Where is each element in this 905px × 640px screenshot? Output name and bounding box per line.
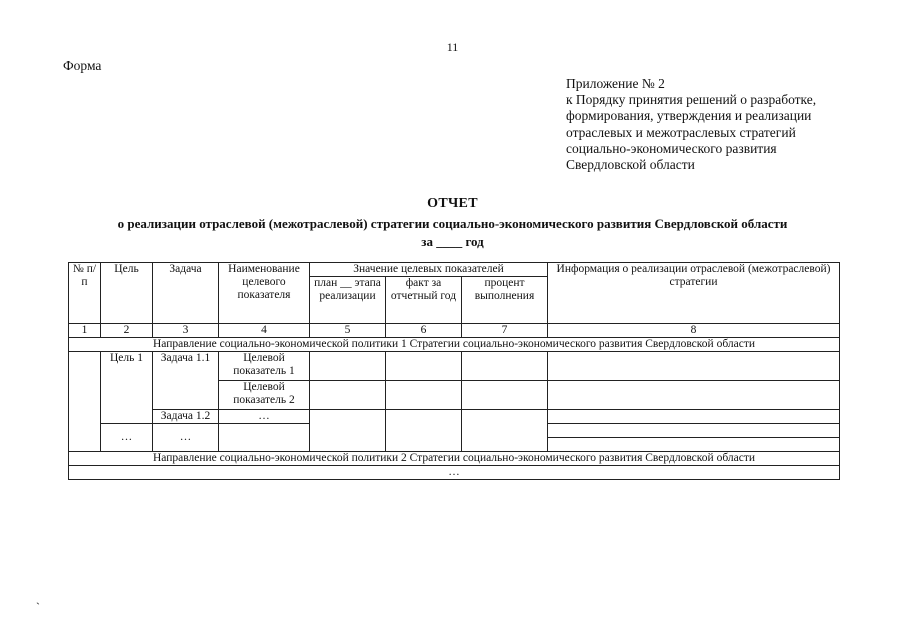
indicator-cell: Целевой показатель 2 <box>219 381 310 410</box>
appendix-line: Приложение № 2 <box>566 76 665 91</box>
appendix-line: социально-экономического развития <box>566 140 777 156</box>
column-number: 6 <box>386 324 462 338</box>
header-fact: факт за отчетный год <box>386 277 462 324</box>
info-cell <box>548 424 840 438</box>
num-cell <box>69 352 101 452</box>
fact-cell <box>386 381 462 410</box>
column-number: 3 <box>153 324 219 338</box>
header-percent: процент выполнения <box>462 277 548 324</box>
header-info: Информация о реализации отраслевой (межотраслевой) стратегии <box>548 263 840 324</box>
header-task: Задача <box>153 263 219 324</box>
direction-row <box>69 452 840 466</box>
percent-cell <box>462 381 548 410</box>
plan-cell <box>310 352 386 381</box>
direction-1: Направление социально-экономической политики 1 Стратегии социально-экономического развития Свердловской области <box>69 338 840 352</box>
column-number: 8 <box>548 324 840 338</box>
task-ellipsis: … <box>153 424 219 452</box>
appendix-line: к Порядку принятия решений о разработке, <box>566 92 817 108</box>
report-table <box>68 262 840 480</box>
stray-mark: ` <box>36 600 40 614</box>
direction-2: Направление социально-экономической политики 2 Стратегии социально-экономического развития Свердловской области <box>69 452 840 466</box>
trailing-row <box>69 466 840 480</box>
appendix-block <box>566 76 816 173</box>
indicator-cell <box>219 424 310 452</box>
goal-cell: Цель 1 <box>101 352 153 424</box>
header-indicator-name: Наименование целевого показателя <box>219 263 310 324</box>
column-number: 1 <box>69 324 101 338</box>
info-cell <box>548 410 840 424</box>
header-values-group: Значение целевых показателей <box>310 263 548 277</box>
indicator-row <box>69 352 840 381</box>
report-subtitle: о реализации отраслевой (межотраслевой) стратегии социально-экономического развития Свердловской области <box>117 216 788 231</box>
indicator-row <box>69 410 840 424</box>
report-year: за ____ год <box>421 234 484 249</box>
column-number-row <box>69 324 840 338</box>
column-number: 7 <box>462 324 548 338</box>
header-goal: Цель <box>101 263 153 324</box>
indicator-cell: … <box>219 410 310 424</box>
task-cell: Задача 1.2 <box>153 410 219 424</box>
plan-cell <box>310 381 386 410</box>
appendix-line: формирования, утверждения и реализации <box>566 108 812 124</box>
percent-cell <box>462 410 548 452</box>
column-number: 5 <box>310 324 386 338</box>
percent-cell <box>462 352 548 381</box>
fact-cell <box>386 410 462 452</box>
page-number: 11 <box>446 40 459 54</box>
trailing-ellipsis: … <box>69 466 840 480</box>
appendix-line: отраслевых и межотраслевых стратегий <box>566 124 796 140</box>
header-row <box>69 263 840 277</box>
header-plan: план __ этапа реализации <box>310 277 386 324</box>
header-num: № п/п <box>69 263 101 324</box>
goal-ellipsis: … <box>101 424 153 452</box>
info-cell <box>548 352 840 381</box>
form-label: Форма <box>63 58 102 73</box>
info-cell <box>548 381 840 410</box>
task-cell: Задача 1.1 <box>153 352 219 410</box>
report-title: ОТЧЕТ <box>427 196 478 211</box>
appendix-line: Свердловской области <box>566 157 695 173</box>
info-cell <box>548 438 840 452</box>
column-number: 2 <box>101 324 153 338</box>
fact-cell <box>386 352 462 381</box>
plan-cell <box>310 410 386 452</box>
direction-row <box>69 338 840 352</box>
indicator-cell: Целевой показатель 1 <box>219 352 310 381</box>
column-number: 4 <box>219 324 310 338</box>
